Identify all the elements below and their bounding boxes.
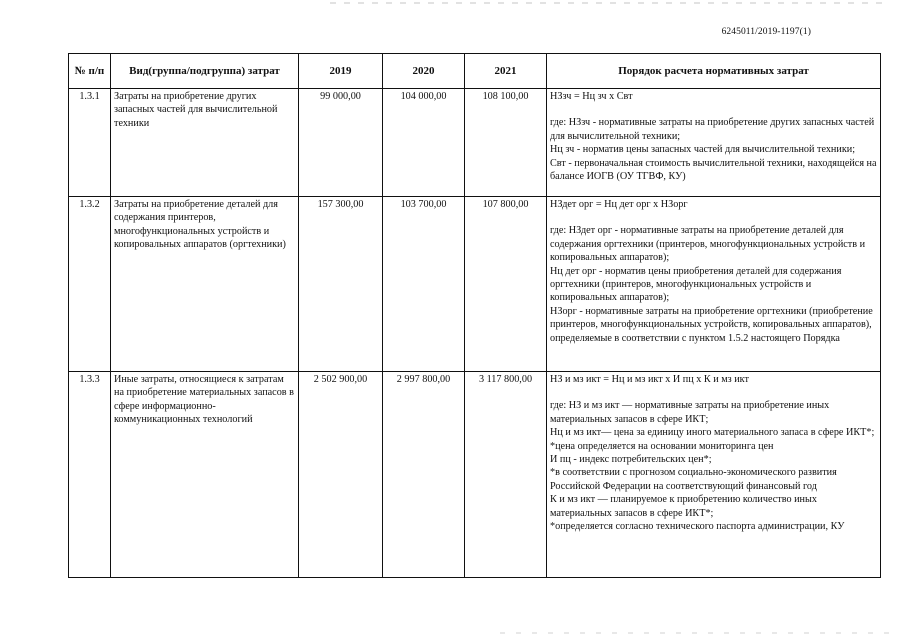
row-number: 1.3.1 [69, 89, 111, 197]
header-type: Вид(группа/подгруппа) затрат [111, 54, 299, 89]
table-row [69, 372, 881, 578]
formula: НЗдет орг = Нц дет орг х НЗорг [550, 199, 688, 210]
header-num: № п/п [69, 54, 111, 89]
value-2020: 2 997 800,00 [383, 372, 465, 578]
definition: где: НЗ и мз икт — нормативные затраты на приобретение иных материальных запасов в сфере ИКТ; [550, 400, 830, 425]
value-2019: 2 502 900,00 [299, 372, 383, 578]
scan-noise-bottom [500, 632, 895, 634]
definition: Свт - первоначальная стоимость вычислительной техники, находящейся на балансе ИОГВ (ОУ ТГВФ, КУ) [550, 157, 877, 183]
row-number: 1.3.2 [69, 197, 111, 372]
definition: НЗорг - нормативные затраты на приобретение оргтехники (приобретение принтеров, многофункциональных устройств, копировальных аппаратов), определяемые в соответствии с пунктом 1.5.2 настоящего Порядка [550, 305, 873, 344]
definition: Нц и мз икт— цена за единицу иного материального запаса в сфере ИКТ*; [550, 427, 875, 439]
calc-method [547, 197, 881, 372]
calc-method [547, 372, 881, 578]
definition: К и мз икт — планируемое к приобретению количество иных материальных запасов в сфере ИКТ*; [550, 494, 817, 519]
formula: НЗзч = Нц зч х Свт [550, 91, 633, 102]
document-number: 6245011/2019-1197(1) [721, 27, 811, 37]
spacer [550, 386, 877, 399]
definition: Нц дет орг - норматив цены приобретения деталей для содержания оргтехники (принтеров, многофункциональных устройств и копировальных аппаратов); [550, 265, 842, 304]
value-2020: 103 700,00 [383, 197, 465, 372]
value-2021: 108 100,00 [465, 89, 547, 197]
table-row [69, 197, 881, 372]
header-calc: Порядок расчета нормативных затрат [547, 54, 881, 89]
spacer [550, 103, 877, 116]
definition: Нц зч - норматив цены запасных частей для вычислительной техники; [550, 144, 856, 156]
value-2019: 157 300,00 [299, 197, 383, 372]
definition: где: НЗзч - нормативные затраты на приобретение других запасных частей для вычислительной техники; [550, 117, 875, 142]
value-2021: 3 117 800,00 [465, 372, 547, 578]
table-row [69, 89, 881, 197]
formula: НЗ и мз икт = Нц и мз икт х И пц х К и мз икт [550, 374, 749, 385]
cost-type: Иные затраты, относящиеся к затратам на приобретение материальных запасов в сфере информационно-коммуникационных технологий [111, 372, 299, 578]
table-header-row [69, 54, 881, 89]
cost-type: Затраты на приобретение других запасных частей для вычислительной техники [111, 89, 299, 197]
scan-noise-top [330, 2, 890, 4]
definition: И пц - индекс потребительских цен*; [550, 454, 712, 466]
footnote: *в соответствии с прогнозом социально-экономического развития Российской Федерации на соответствующий финансовый год [550, 467, 837, 492]
header-2019: 2019 [299, 54, 383, 89]
calc-method [547, 89, 881, 197]
value-2020: 104 000,00 [383, 89, 465, 197]
spacer [550, 211, 877, 224]
row-number: 1.3.3 [69, 372, 111, 578]
value-2021: 107 800,00 [465, 197, 547, 372]
footnote: *определяется согласно технического паспорта администрации, КУ [550, 521, 845, 533]
definition: где: НЗдет орг - нормативные затраты на приобретение деталей для содержания оргтехники (принтеров, многофункциональных устройств и копировальных аппаратов); [550, 225, 866, 264]
cost-table [68, 53, 881, 578]
footnote: *цена определяется на основании мониторинга цен [550, 440, 774, 452]
cost-type: Затраты на приобретение деталей для содержания принтеров, многофункциональных устройств и копировальных аппаратов (оргтехники) [111, 197, 299, 372]
header-2020: 2020 [383, 54, 465, 89]
header-2021: 2021 [465, 54, 547, 89]
value-2019: 99 000,00 [299, 89, 383, 197]
